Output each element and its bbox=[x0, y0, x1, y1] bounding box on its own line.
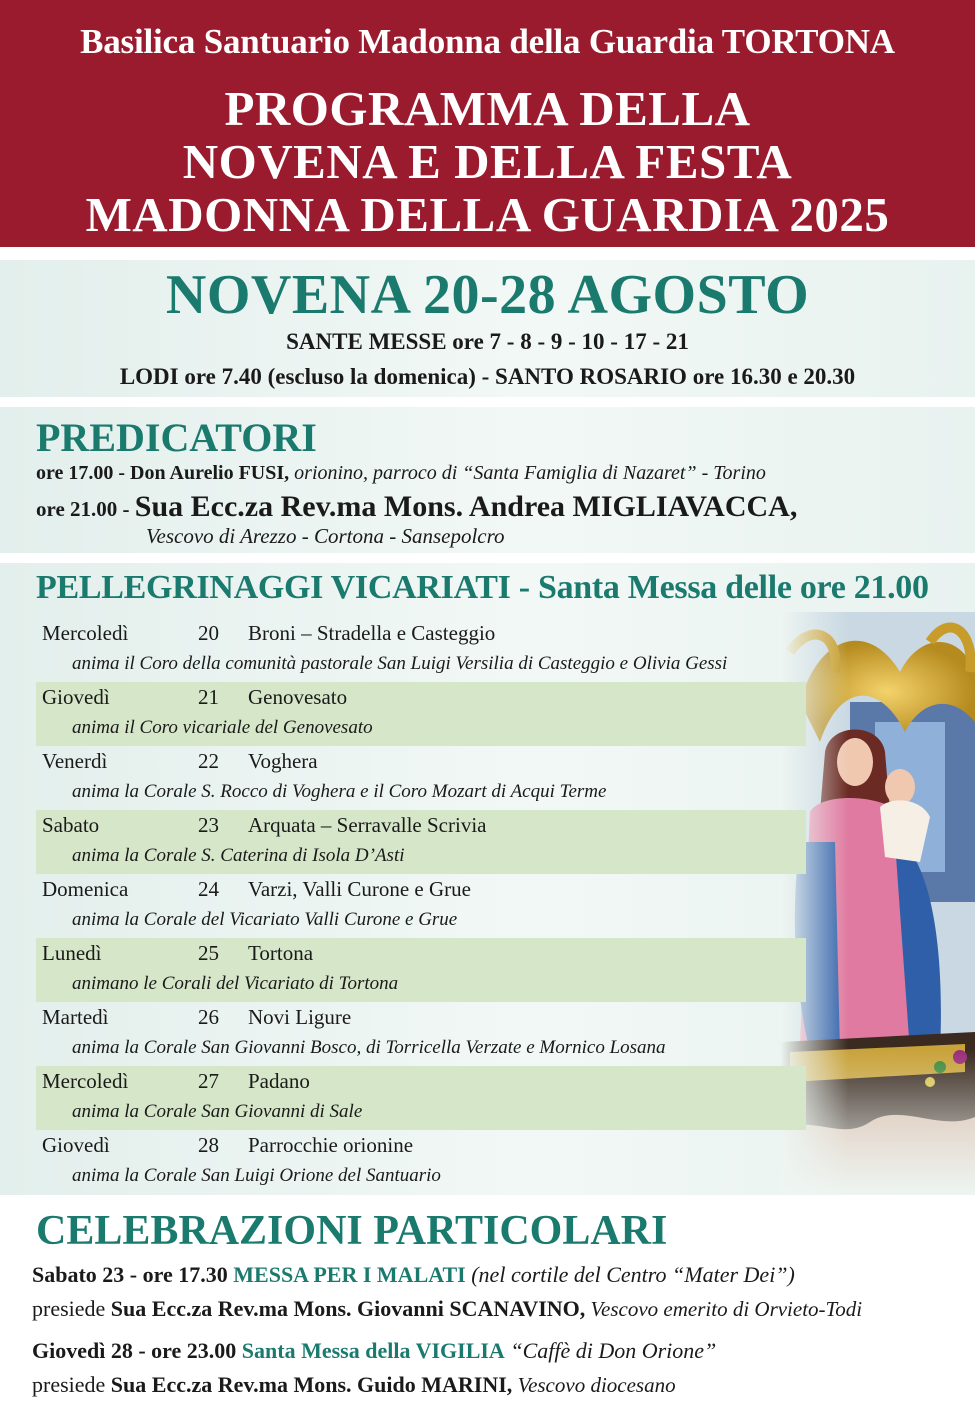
row-day: Mercoledì bbox=[42, 1069, 129, 1093]
table-row bbox=[36, 682, 806, 746]
preacher-1-role: orionino, parroco di “Santa Famiglia di Nazaret” - Torino bbox=[289, 462, 766, 484]
celebration-2 bbox=[32, 1338, 716, 1364]
celebration-2-note: “Caffè di Don Orione” bbox=[504, 1338, 717, 1363]
preacher-1 bbox=[36, 462, 766, 485]
table-row bbox=[36, 618, 806, 682]
table-row bbox=[36, 1066, 806, 1130]
row-date: 26 bbox=[198, 1005, 219, 1029]
row-choir: anima la Corale S. Caterina di Isola D’Asti bbox=[72, 845, 405, 866]
preacher-2-time: ore 21.00 - bbox=[36, 497, 135, 521]
presider-role: Vescovo emerito di Orvieto-Todi bbox=[585, 1297, 863, 1321]
row-date: 22 bbox=[198, 749, 219, 773]
lodi-rosario-line: LODI ore 7.40 (escluso la domenica) - SANTO ROSARIO ore 16.30 e 20.30 bbox=[119, 364, 856, 389]
row-day: Sabato bbox=[42, 813, 100, 837]
row-vicariate: Varzi, Valli Curone e Grue bbox=[248, 877, 471, 901]
sante-messe-line: SANTE MESSE ore 7 - 8 - 9 - 10 - 17 - 21 bbox=[286, 329, 689, 354]
presider-name: Sua Ecc.za Rev.ma Mons. Guido MARINI, bbox=[110, 1372, 513, 1397]
title-line-2: NOVENA E DELLA FESTA bbox=[182, 134, 793, 189]
row-date: 27 bbox=[198, 1069, 219, 1093]
celebration-1-time: Sabato 23 - ore 17.30 bbox=[32, 1262, 234, 1287]
row-choir: anima la Corale San Luigi Orione del Santuario bbox=[72, 1165, 441, 1186]
pilgrimage-table bbox=[36, 618, 806, 1194]
row-choir: anima la Corale S. Rocco di Voghera e il Coro Mozart di Acqui Terme bbox=[72, 781, 607, 802]
title-line-3: MADONNA DELLA GUARDIA 2025 bbox=[85, 187, 890, 242]
row-choir: anima il Coro della comunità pastorale San Luigi Versilia di Casteggio e Olivia Gessi bbox=[72, 653, 728, 674]
table-row bbox=[36, 874, 806, 938]
row-day: Martedì bbox=[42, 1005, 109, 1029]
madonna-statue-image bbox=[780, 612, 975, 1195]
table-row bbox=[36, 1002, 806, 1066]
row-vicariate: Broni – Stradella e Casteggio bbox=[248, 621, 496, 645]
row-date: 20 bbox=[198, 621, 219, 645]
title-line-1: PROGRAMMA DELLA bbox=[224, 81, 751, 136]
row-choir: anima il Coro vicariale del Genovesato bbox=[72, 717, 373, 738]
preacher-2-role: Vescovo di Arezzo - Cortona - Sansepolcro bbox=[146, 524, 505, 548]
row-day: Venerdì bbox=[42, 749, 108, 773]
row-vicariate: Arquata – Serravalle Scrivia bbox=[248, 813, 487, 837]
presider-role: Vescovo diocesano bbox=[512, 1373, 676, 1397]
row-vicariate: Voghera bbox=[248, 749, 318, 773]
row-day: Domenica bbox=[42, 877, 129, 901]
celebration-2-time: Giovedì 28 - ore 23.00 bbox=[32, 1338, 242, 1363]
row-date: 25 bbox=[198, 941, 219, 965]
row-choir: anima la Corale San Giovanni di Sale bbox=[72, 1101, 363, 1122]
header-banner bbox=[0, 0, 975, 247]
celebration-1 bbox=[32, 1262, 795, 1288]
celebration-2-presider bbox=[32, 1372, 676, 1398]
row-date: 24 bbox=[198, 877, 219, 901]
table-row bbox=[36, 746, 806, 810]
celebrazioni-title: CELEBRAZIONI PARTICOLARI bbox=[36, 1208, 668, 1254]
row-vicariate: Novi Ligure bbox=[248, 1005, 352, 1029]
celebration-1-place: (nel cortile del Centro “Mater Dei”) bbox=[465, 1262, 795, 1287]
celebration-1-name: MESSA PER I MALATI bbox=[233, 1262, 466, 1287]
row-date: 23 bbox=[198, 813, 219, 837]
preacher-1-name: ore 17.00 - Don Aurelio FUSI, bbox=[36, 462, 290, 484]
table-row bbox=[36, 810, 806, 874]
table-row bbox=[36, 1130, 806, 1194]
celebration-1-presider bbox=[32, 1296, 862, 1322]
table-row bbox=[36, 938, 806, 1002]
row-day: Giovedì bbox=[42, 1133, 110, 1157]
row-date: 28 bbox=[198, 1133, 219, 1157]
row-vicariate: Parrocchie orionine bbox=[248, 1133, 414, 1157]
predicatori-title: PREDICATORI bbox=[36, 415, 317, 460]
basilica-name: Basilica Santuario Madonna della Guardia TORTONA bbox=[80, 22, 895, 61]
presider-label: presiede bbox=[32, 1296, 111, 1321]
preacher-2 bbox=[36, 490, 797, 524]
presider-name: Sua Ecc.za Rev.ma Mons. Giovanni SCANAVINO, bbox=[110, 1296, 586, 1321]
novena-title: NOVENA 20-28 AGOSTO bbox=[165, 264, 810, 326]
row-vicariate: Tortona bbox=[248, 941, 314, 965]
row-day: Giovedì bbox=[42, 685, 110, 709]
row-choir: anima la Corale del Vicariato Valli Curone e Grue bbox=[72, 909, 458, 930]
preacher-2-name: Sua Ecc.za Rev.ma Mons. Andrea MIGLIAVACCA, bbox=[134, 490, 798, 523]
presider-label: presiede bbox=[32, 1372, 111, 1397]
row-vicariate: Genovesato bbox=[248, 685, 348, 709]
pellegrinaggi-title: PELLEGRINAGGI VICARIATI - Santa Messa delle ore 21.00 bbox=[36, 569, 929, 606]
row-day: Mercoledì bbox=[42, 621, 129, 645]
row-choir: animano le Corali del Vicariato di Tortona bbox=[72, 973, 399, 994]
row-date: 21 bbox=[198, 685, 219, 709]
row-choir: anima la Corale San Giovanni Bosco, di Torricella Verzate e Mornico Losana bbox=[72, 1037, 666, 1058]
row-vicariate: Padano bbox=[248, 1069, 310, 1093]
celebration-2-name: Santa Messa della VIGILIA bbox=[241, 1338, 505, 1363]
row-day: Lunedì bbox=[42, 941, 102, 965]
